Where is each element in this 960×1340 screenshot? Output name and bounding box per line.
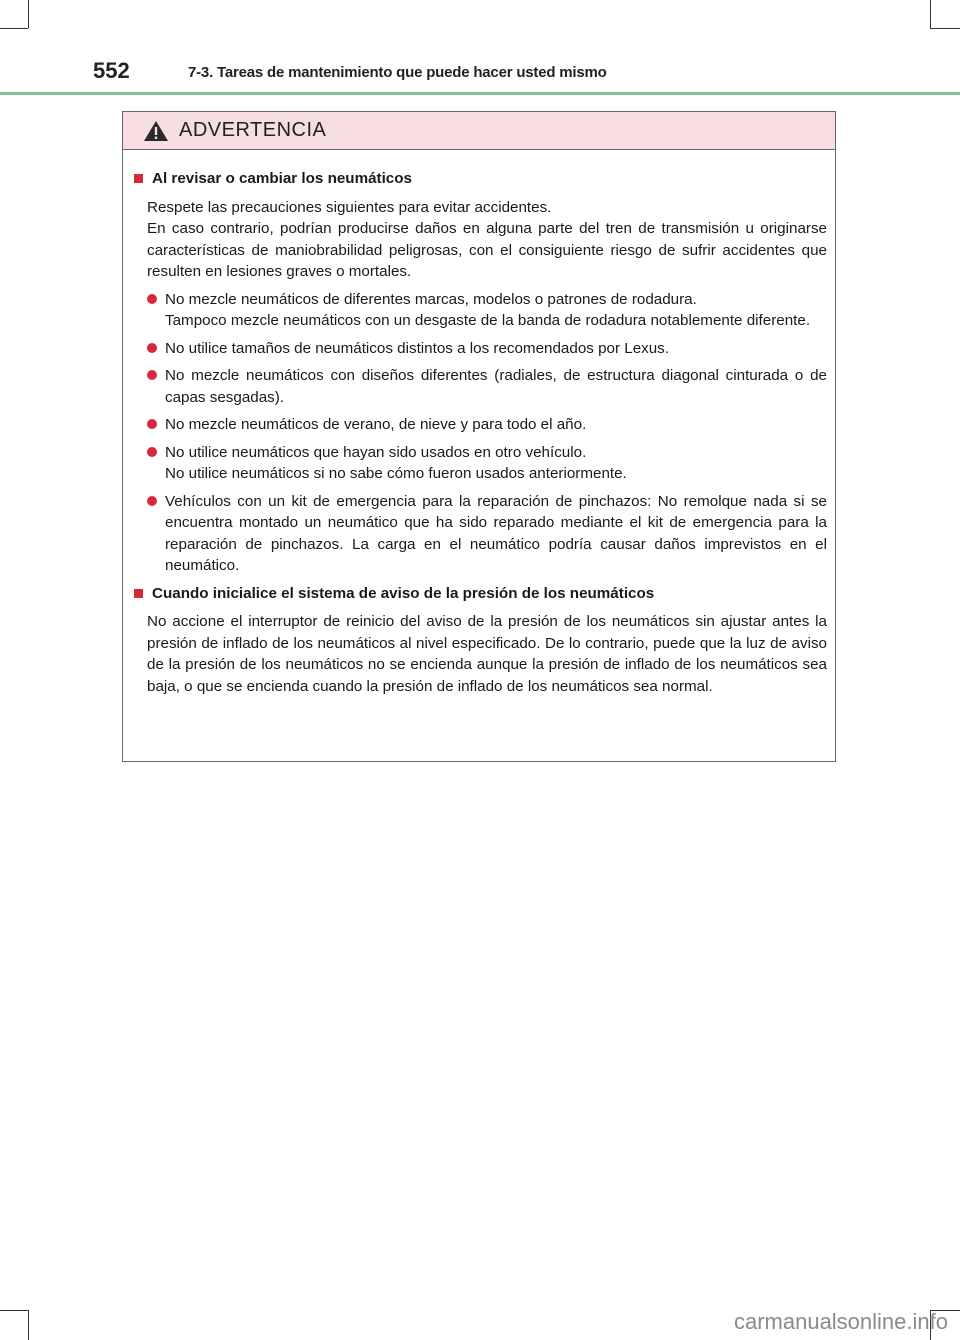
- round-bullet-icon: [147, 419, 157, 429]
- list-item-text: No utilice neumáticos si no sabe cómo fueron usados anteriormente.: [165, 465, 627, 482]
- intro-paragraph: [131, 197, 827, 283]
- list-item: [131, 338, 827, 360]
- warning-box: [122, 111, 836, 762]
- list-item-text: No utilice tamaños de neumáticos distintos a los recomendados por Lexus.: [165, 339, 669, 357]
- subheading-tire-check: [131, 168, 827, 190]
- page-number: 552: [93, 58, 130, 83]
- warning-title: ADVERTENCIA: [179, 119, 327, 141]
- list-item-text: No mezcle neumáticos con diseños diferentes (radiales, de estructura diagonal cinturada o de capas sesgadas).: [165, 367, 827, 406]
- list-item-text: No mezcle neumáticos de verano, de nieve y para todo el año.: [165, 416, 587, 433]
- watermark: carmanualsonline.info: [733, 1309, 948, 1334]
- round-bullet-icon: [147, 370, 157, 380]
- warning-triangle-icon: [143, 120, 169, 142]
- list-item-text: Tampoco mezcle neumáticos con un desgaste de la banda de rodadura notablemente diferente.: [165, 312, 811, 329]
- subheading-text: Al revisar o cambiar los neumáticos: [152, 170, 412, 187]
- header-rule: [0, 92, 960, 95]
- list-item: [131, 289, 827, 332]
- list-item-text: No utilice neumáticos que hayan sido usados en otro vehículo.: [165, 443, 587, 461]
- pressure-paragraph: [131, 611, 827, 697]
- list-item: [131, 442, 827, 485]
- crop-mark: [28, 1310, 29, 1340]
- square-bullet-icon: [134, 589, 143, 598]
- round-bullet-icon: [147, 496, 157, 506]
- list-item-text: Vehículos con un kit de emergencia para la reparación de pinchazos: No remolque nada si se encuentra montado un neumático que ha sido reparado mediante el kit de emergencia para la reparación de pinchazos. La carga en el neumático podría causar daños imprevistos en el neumático.: [165, 492, 827, 574]
- warning-body: [123, 150, 835, 697]
- page-header: [0, 0, 960, 100]
- paragraph-line: No accione el interruptor de reinicio del aviso de la presión de los neumáticos sin ajustar antes la presión de inflado de los neumáticos al nivel especificado. De lo contrario, puede que la luz de aviso de la presión de los neumáticos no se encienda aunque la presión de inflado de los neumáticos sea baja, o que se encienda cuando la presión de inflado de los neumáticos sea normal.: [147, 613, 827, 695]
- list-item: [131, 491, 827, 577]
- round-bullet-icon: [147, 294, 157, 304]
- paragraph-line: Respete las precauciones siguientes para evitar accidentes.: [147, 198, 552, 216]
- section-title: 7-3. Tareas de mantenimiento que puede hacer usted mismo: [188, 64, 607, 81]
- square-bullet-icon: [134, 174, 143, 183]
- warning-header: [123, 112, 835, 150]
- subheading-text: Cuando inicialice el sistema de aviso de la presión de los neumáticos: [152, 584, 655, 602]
- list-item: [131, 365, 827, 408]
- list-item-text: No mezcle neumáticos de diferentes marcas, modelos o patrones de rodadura.: [165, 290, 697, 308]
- round-bullet-icon: [147, 447, 157, 457]
- crop-mark: [0, 1310, 28, 1311]
- paragraph-line: En caso contrario, podrían producirse daños en alguna parte del tren de transmisión u originarse características de maniobrabilidad peligrosas, con el consiguiente riesgo de sufrir accidentes que resulten en lesiones graves o mortales.: [147, 220, 827, 280]
- list-item: [131, 414, 827, 436]
- subheading-pressure-reset: [131, 583, 827, 605]
- round-bullet-icon: [147, 343, 157, 353]
